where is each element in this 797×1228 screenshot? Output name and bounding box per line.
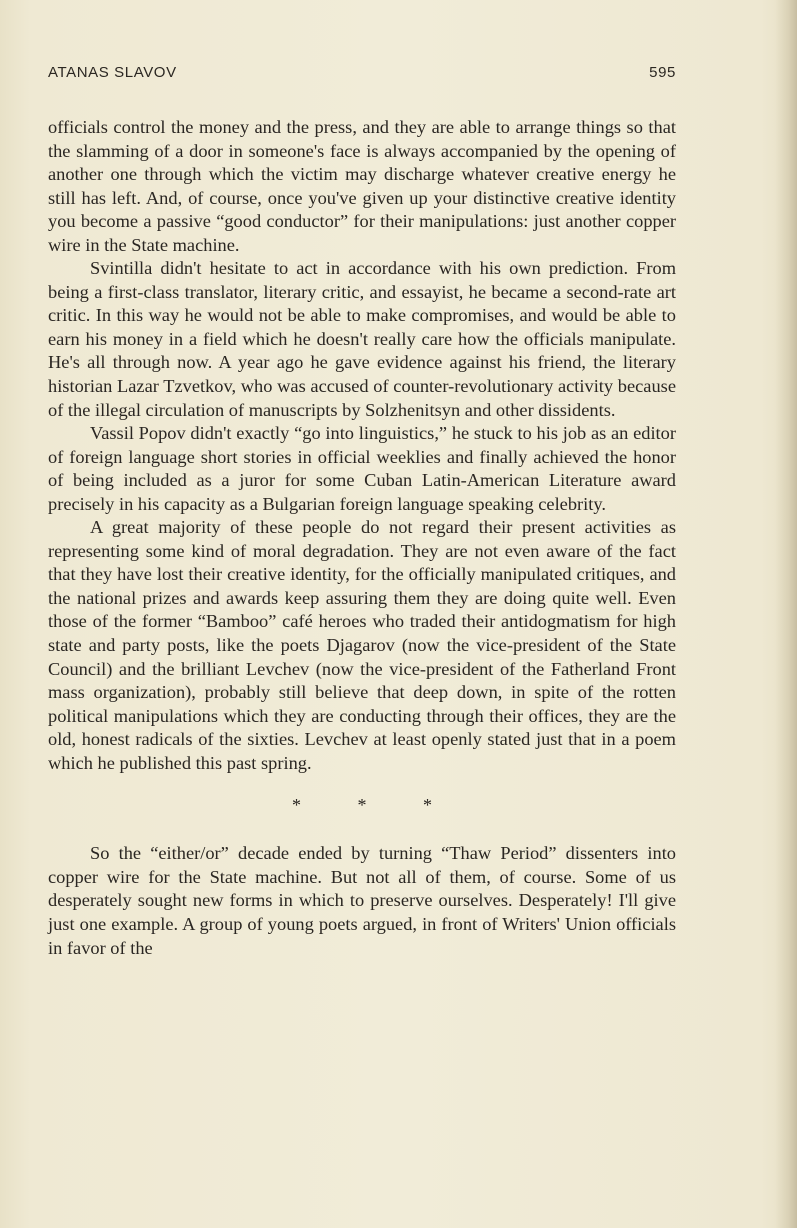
section-break-asterisks: * * * [292, 795, 458, 816]
paragraph-vassil-popov: Vassil Popov didn't exactly “go into linguistics,” he stuck to his job as an editor of foreign language short stories in official weeklies and finally achieved the honor of being included as a juror for some Cuban Latin-American Literature award precisely in his capacity as a Bulgarian foreign language speaking celebrity. [48, 423, 676, 514]
running-head [48, 64, 676, 90]
running-head-author: ATANAS SLAVOV [48, 64, 177, 81]
page-edge-shadow [775, 0, 797, 1228]
paragraph-either-or: So the “either/or” decade ended by turning “Thaw Period” dissenters into copper wire for the State machine. But not all of them, of course. Some of us desperately sought new forms in which to preserve ourselves. Desperately! I'll give just one example. A group of young poets argued, in front of Writers' Union officials in favor of the [48, 843, 676, 958]
paragraph-continued: officials control the money and the press, and they are able to arrange things so that the slamming of a door in someone's face is always accompanied by the opening of another one through which the victim may discharge whatever creative energy he still has left. And, of course, once you've given up your distinctive creative identity you become a passive “good conductor” for their manipulations: just another copper wire in the State machine. [48, 117, 676, 255]
paragraph-great-majority: A great majority of these people do not regard their present activities as representing some kind of moral degradation. They are not even aware of the fact that they have lost their creative identity, for the officially manipulated critiques, and the national prizes and awards keep assuring them they are doing quite well. Even those of the former “Bamboo” café heroes who traded their antidogmatism for high state and party posts, like the poets Djagarov (now the vice-president of the State Council) and the brilliant Levchev (now the vice-president of the Fatherland Front mass organization), probably still believe that deep down, in spite of the rotten political manipulations which they are conducting through their offices, they are the old, honest radicals of the sixties. Levchev at least openly stated just that in a poem which he published this past spring. [48, 517, 676, 773]
page-number: 595 [649, 64, 676, 81]
section-break [48, 775, 676, 842]
body-text [48, 116, 676, 960]
paragraph-svintilla: Svintilla didn't hesitate to act in accordance with his own prediction. From being a first-class translator, literary critic, and essayist, he became a second-rate art critic. In this way he would not be able to make compromises, and would be able to earn his money in a field which he doesn't really care how the officials manipulate. He's all through now. A year ago he gave evidence against his friend, the literary historian Lazar Tzvetkov, who was accused of counter-revolutionary activity because of the illegal circulation of manuscripts by Solzhenitsyn and other dissidents. [48, 258, 676, 420]
